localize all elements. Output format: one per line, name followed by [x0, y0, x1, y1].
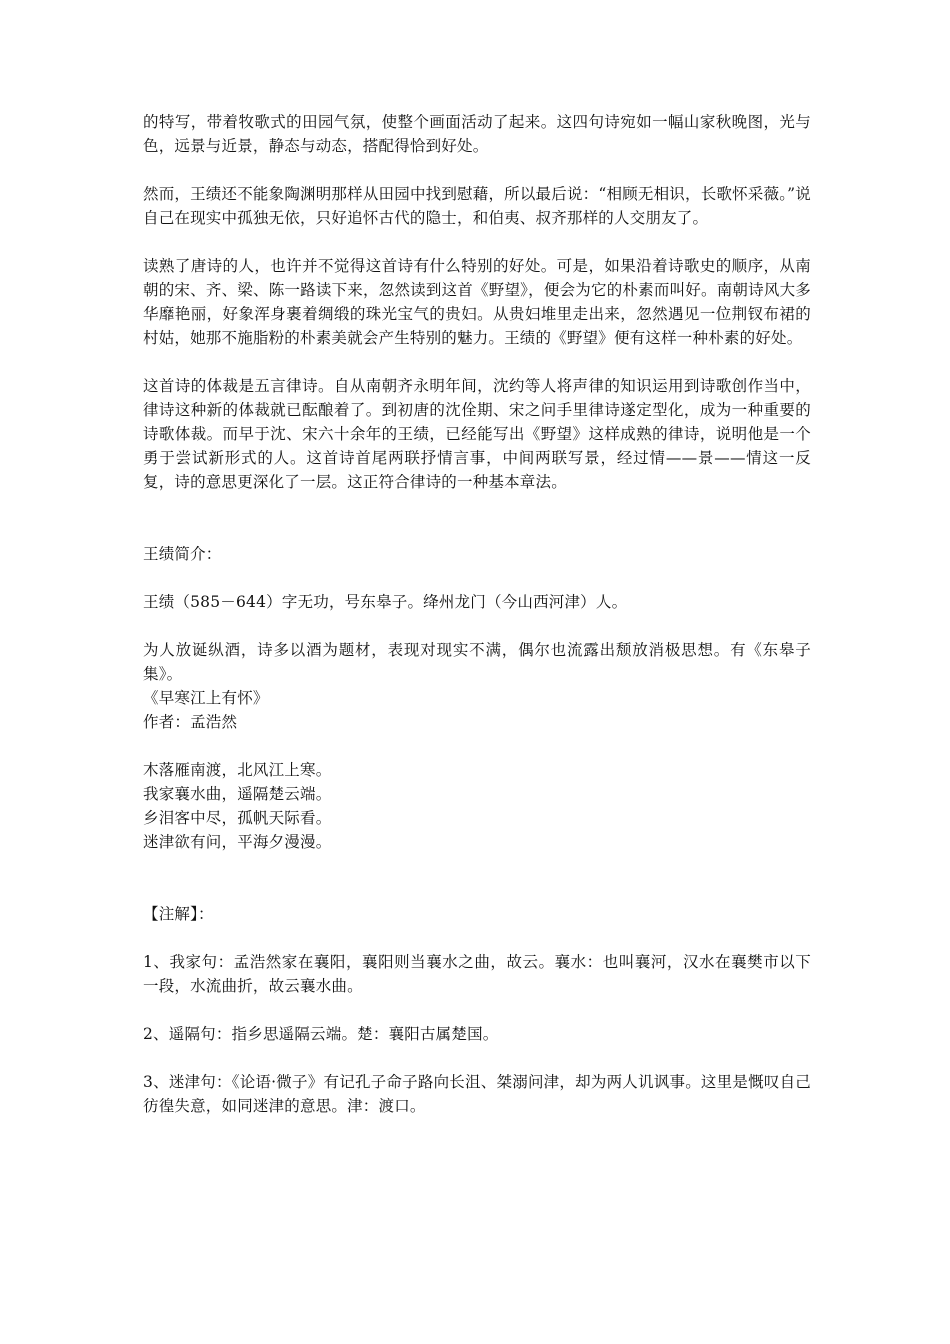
- paragraph-4: 这首诗的体裁是五言律诗。自从南朝齐永明年间，沈约等人将声律的知识运用到诗歌创作当中，律诗这种新的体裁就已酝酿着了。到初唐的沈佺期、宋之问手里律诗遂定型化，成为一种重要的诗歌体裁。而早于沈、宋六十余年的王绩，已经能写出《野望》这样成熟的律诗，说明他是一个勇于尝试新形式的人。这首诗首尾两联抒情言事，中间两联写景，经过情——景——情这一反复，诗的意思更深化了一层。这正符合律诗的一种基本章法。: [143, 377, 811, 491]
- document-page: [143, 110, 811, 1118]
- note-2: 2、遥隔句：指乡思遥隔云端。楚：襄阳古属楚国。: [143, 1025, 499, 1043]
- poem-author: 作者：孟浩然: [143, 713, 238, 731]
- paragraph-3: 读熟了唐诗的人，也许并不觉得这首诗有什么特别的好处。可是，如果沿着诗歌史的顺序，从南朝的宋、齐、梁、陈一路读下来，忽然读到这首《野望》，便会为它的朴素而叫好。南朝诗风大多华靡艳丽，好象浑身裹着绸缎的珠光宝气的贵妇。从贵妇堆里走出来，忽然遇见一位荆钗布裙的村姑，她那不施脂粉的朴素美就会产生特别的魅力。王绩的《野望》便有这样一种朴素的好处。: [143, 257, 811, 347]
- note-3: 3、迷津句：《论语·微子》有记孔子命子路向长沮、桀溺问津，却为两人讥讽事。这里是慨叹自己彷徨失意，如同迷津的意思。津：渡口。: [143, 1073, 811, 1115]
- note-1: 1、我家句：孟浩然家在襄阳，襄阳则当襄水之曲，故云。襄水：也叫襄河，汉水在襄樊市以下一段，水流曲折，故云襄水曲。: [143, 953, 811, 995]
- paragraph-2: 然而，王绩还不能象陶渊明那样从田园中找到慰藉，所以最后说：“相顾无相识，长歌怀采薇。”说自己在现实中孤独无依，只好追怀古代的隐士，和伯夷、叔齐那样的人交朋友了。: [143, 185, 811, 227]
- bio-line-1: 王绩（585－644）字无功，号东皋子。绛州龙门（今山西河津）人。: [143, 593, 628, 611]
- bio-line-2: 为人放诞纵酒，诗多以酒为题材，表现对现实不满，偶尔也流露出颓放消极思想。有《东皋子集》。: [143, 641, 811, 683]
- poem-line: 乡泪客中尽，孤帆天际看。: [143, 809, 332, 827]
- poem-line: 迷津欲有问，平海夕漫漫。: [143, 833, 332, 851]
- poem-title: 《早寒江上有怀》: [143, 689, 269, 707]
- poem-line: 我家襄水曲，遥隔楚云端。: [143, 785, 332, 803]
- notes-heading: 【注解】：: [143, 905, 214, 923]
- bio-heading: 王绩简介：: [143, 545, 222, 563]
- poem-line: 木落雁南渡，北风江上寒。: [143, 761, 332, 779]
- paragraph-1: 的特写，带着牧歌式的田园气氛，使整个画面活动了起来。这四句诗宛如一幅山家秋晚图，光与色，远景与近景，静态与动态，搭配得恰到好处。: [143, 113, 811, 155]
